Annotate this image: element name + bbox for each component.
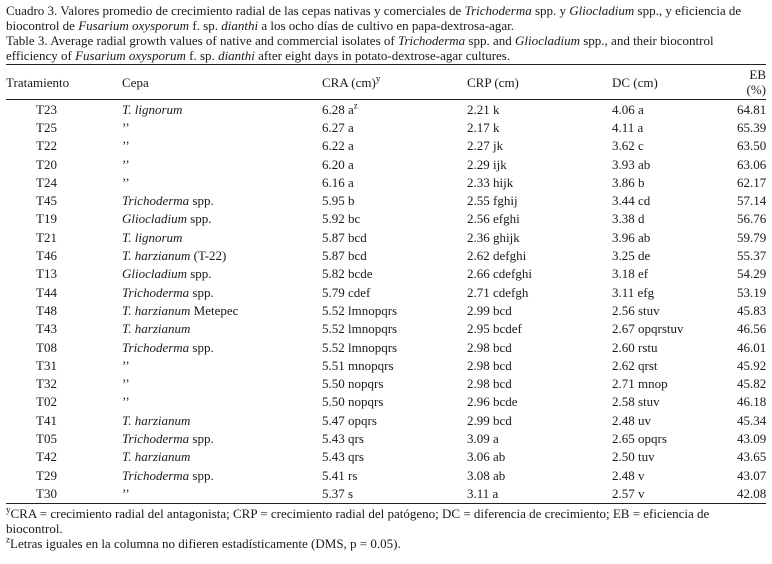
cell-eb: 65.39 — [737, 119, 767, 135]
table-row — [6, 100, 766, 119]
cell-eb: 63.50 — [737, 138, 767, 154]
cell-cra: 5.43 qrs — [322, 449, 364, 465]
cell-dc: 2.57 v — [612, 484, 737, 503]
cell-cepa: T. harzianum — [122, 449, 191, 465]
header-eb: EB (%) — [737, 65, 766, 100]
cell-cra: 5.87 bcd — [322, 229, 367, 245]
cell-dc: 2.62 qrst — [612, 357, 658, 373]
cell-cepa: ’’ — [122, 394, 130, 410]
cell-crp: 2.29 ijk — [467, 156, 507, 172]
table-row — [6, 301, 766, 319]
cell-eb: 45.92 — [737, 357, 767, 373]
cell-eb: 53.19 — [737, 284, 767, 300]
cell-tratamiento: T41 — [36, 412, 57, 428]
cell-cepa: ’’ — [122, 357, 130, 373]
cell-dc: 3.44 cd — [612, 193, 651, 209]
cell-eb: 56.76 — [737, 211, 767, 227]
cell-tratamiento: T02 — [36, 394, 57, 410]
cell-tratamiento: T24 — [36, 174, 57, 190]
cell-cra: 6.16 a — [322, 174, 354, 190]
cell-tratamiento: T48 — [36, 302, 57, 318]
cell-tratamiento: T42 — [36, 449, 57, 465]
header-cra: CRA (cm)$^y$ — [322, 65, 467, 100]
cell-tratamiento: T23 — [36, 101, 57, 117]
cell-cepa: ’’ — [122, 484, 322, 503]
table-row — [6, 173, 766, 191]
cell-dc: 3.62 c — [612, 138, 644, 154]
cell-cra: 5.92 bc — [322, 211, 361, 227]
cell-cepa: T. harzianum (T-22) — [122, 248, 227, 264]
cell-tratamiento: T13 — [36, 266, 57, 282]
cell-crp: 2.99 bcd — [467, 412, 512, 428]
cell-cra: 5.52 lmnopqrs — [322, 339, 398, 355]
cell-cra: 5.95 b — [322, 193, 355, 209]
cell-tratamiento: T30 — [6, 484, 122, 503]
cell-tratamiento: T08 — [36, 339, 57, 355]
cell-tratamiento: T21 — [36, 229, 57, 245]
cell-dc: 2.60 rstu — [612, 339, 658, 355]
cell-crp: 2.27 jk — [467, 138, 504, 154]
cell-crp: 2.98 bcd — [467, 357, 512, 373]
cell-dc: 4.11 a — [612, 119, 644, 135]
cell-crp: 2.21 k — [467, 101, 500, 117]
table-row — [6, 228, 766, 246]
header-cepa: Cepa — [122, 65, 322, 100]
table-row — [6, 155, 766, 173]
table-row — [6, 320, 766, 338]
cell-dc: 2.58 stuv — [612, 394, 660, 410]
cell-dc: 2.65 opqrs — [612, 430, 667, 446]
cell-tratamiento: T45 — [36, 193, 57, 209]
cell-cepa: T. lignorum — [122, 101, 183, 117]
cell-eb: 45.34 — [737, 412, 767, 428]
cell-cepa: ’’ — [122, 376, 130, 392]
cell-tratamiento: T46 — [36, 248, 57, 264]
cell-cepa: Gliocladium spp. — [122, 211, 212, 227]
table-row — [6, 411, 766, 429]
cell-tratamiento: T31 — [36, 357, 57, 373]
table-row — [6, 246, 766, 264]
cell-dc: 2.56 stuv — [612, 302, 660, 318]
table-body — [6, 100, 766, 504]
cell-eb: 55.37 — [737, 248, 767, 264]
cell-cepa: Trichoderma spp. — [122, 467, 214, 483]
table-row — [6, 283, 766, 301]
cell-crp: 2.56 efghi — [467, 211, 520, 227]
header-row — [6, 65, 766, 100]
cell-cepa: T. lignorum — [122, 229, 183, 245]
cell-tratamiento: T25 — [36, 119, 57, 135]
cell-eb: 62.17 — [737, 174, 767, 190]
cell-cra: 5.87 bcd — [322, 248, 367, 264]
cell-tratamiento: T44 — [36, 284, 57, 300]
cell-crp: 2.99 bcd — [467, 302, 512, 318]
table-row — [6, 429, 766, 447]
header-dc: DC (cm) — [612, 65, 737, 100]
cell-eb: 43.09 — [737, 430, 767, 446]
header-tratamiento: Tratamiento — [6, 65, 122, 100]
table-caption — [6, 3, 766, 63]
cell-eb: 43.65 — [737, 449, 767, 465]
cell-tratamiento: T29 — [36, 467, 57, 483]
cell-tratamiento: T43 — [36, 321, 57, 337]
table-row — [6, 338, 766, 356]
cell-tratamiento: T22 — [36, 138, 57, 154]
cell-crp: 3.08 ab — [467, 467, 506, 483]
cell-cepa: Trichoderma spp. — [122, 284, 214, 300]
cell-dc: 3.11 efg — [612, 284, 655, 300]
cell-cra: 5.52 lmnopqrs — [322, 302, 398, 318]
cell-eb: 46.18 — [737, 394, 767, 410]
cell-eb: 46.01 — [737, 339, 767, 355]
table-row — [6, 466, 766, 484]
cell-cepa: Trichoderma spp. — [122, 339, 214, 355]
cell-crp: 2.98 bcd — [467, 339, 512, 355]
header-crp: CRP (cm) — [467, 65, 612, 100]
cell-cepa: T. harzianum Metepec — [122, 302, 239, 318]
cell-cra: 5.41 rs — [322, 467, 358, 483]
table-row — [6, 265, 766, 283]
cell-cra: 5.79 cdef — [322, 284, 371, 300]
cell-crp: 2.95 bcdef — [467, 321, 522, 337]
cell-tratamiento: T05 — [36, 430, 57, 446]
cell-cepa: ’’ — [122, 156, 130, 172]
cell-crp: 2.36 ghijk — [467, 229, 520, 245]
cell-dc: 3.18 ef — [612, 266, 649, 282]
cell-cra: 6.22 a — [322, 138, 354, 154]
cell-crp: 2.33 hijk — [467, 174, 514, 190]
table-row — [6, 448, 766, 466]
cell-crp: 3.06 ab — [467, 449, 506, 465]
cell-dc: 2.48 uv — [612, 412, 651, 428]
cell-cepa: ’’ — [122, 174, 130, 190]
cell-cra: 5.37 s — [322, 484, 467, 503]
cell-crp: 3.09 a — [467, 430, 499, 446]
caption-english: Table 3. Average radial growth values of native and commercial isolates of Trichoderma spp. and Gliocladium spp., and their biocontrol efficiency of Fusarium oxysporum f. sp. dianthi after eight days in potato-dextrose-agar cultures. — [6, 33, 714, 63]
cell-eb: 63.06 — [737, 156, 767, 172]
cell-tratamiento: T19 — [36, 211, 57, 227]
cell-dc: 2.50 tuv — [612, 449, 655, 465]
cell-crp: 2.55 fghij — [467, 193, 518, 209]
data-table — [6, 64, 766, 504]
cell-crp: 2.71 cdefgh — [467, 284, 529, 300]
table-row — [6, 484, 766, 503]
cell-cra: 6.27 a — [322, 119, 354, 135]
cell-cra: 6.28 $a^z$ — [322, 100, 358, 117]
cell-dc: 4.06 a — [612, 101, 644, 117]
cell-eb: 46.56 — [737, 321, 767, 337]
table-row — [6, 210, 766, 228]
cell-eb: 64.81 — [737, 101, 767, 117]
cell-crp: 3.11 a — [467, 484, 612, 503]
cell-eb: 43.07 — [737, 467, 767, 483]
cell-cepa: ’’ — [122, 138, 130, 154]
table-row — [6, 191, 766, 209]
cell-dc: 3.25 de — [612, 248, 651, 264]
caption-spanish: Cuadro 3. Valores promedio de crecimiento radial de las cepas nativas y comerciales de Trichoderma spp. y Gliocladium spp., y eficiencia de biocontrol de Fusarium oxysporum f. sp. dianthi a los ocho días de cultivo en papa-dextrosa-agar. — [6, 3, 742, 33]
cell-cepa: Gliocladium spp. — [122, 266, 212, 282]
cell-crp: 2.98 bcd — [467, 376, 512, 392]
cell-eb: 45.83 — [737, 302, 767, 318]
cell-dc: 2.67 opqrstuv — [612, 321, 684, 337]
cell-cra: 5.50 nopqrs — [322, 376, 384, 392]
cell-cra: 6.20 a — [322, 156, 354, 172]
table-row — [6, 374, 766, 392]
cell-cra: 5.51 mnopqrs — [322, 357, 394, 373]
footnote-y: $^y$CRA = crecimiento radial del antagonista; CRP = crecimiento radial del patógeno; DC = diferencia de crecimiento; EB = eficiencia de biocontrol. — [6, 504, 710, 536]
cell-dc: 2.71 mnop — [612, 376, 668, 392]
footnotes — [6, 506, 766, 551]
cell-cepa: ’’ — [122, 119, 130, 135]
table-row — [6, 118, 766, 136]
cell-crp: 2.96 bcde — [467, 394, 518, 410]
cell-dc: 3.86 b — [612, 174, 645, 190]
cell-tratamiento: T20 — [36, 156, 57, 172]
cell-cepa: Trichoderma spp. — [122, 430, 214, 446]
cell-crp: 2.17 k — [467, 119, 500, 135]
footnote-z: $^z$Letras iguales en la columna no difieren estadísticamente (DMS, p = 0.05). — [6, 534, 401, 551]
cell-cra: 5.47 opqrs — [322, 412, 377, 428]
table-row — [6, 356, 766, 374]
table-row — [6, 137, 766, 155]
cell-crp: 2.66 cdefghi — [467, 266, 532, 282]
cell-dc: 3.96 ab — [612, 229, 651, 245]
cell-eb: 54.29 — [737, 266, 767, 282]
cell-dc: 3.38 d — [612, 211, 645, 227]
cell-cepa: Trichoderma spp. — [122, 193, 214, 209]
cell-eb: 42.08 — [737, 484, 766, 503]
cell-cra: 5.50 nopqrs — [322, 394, 384, 410]
cell-cepa: T. harzianum — [122, 412, 191, 428]
cell-cra: 5.43 qrs — [322, 430, 364, 446]
cell-eb: 57.14 — [737, 193, 767, 209]
table-row — [6, 393, 766, 411]
cell-eb: 59.79 — [737, 229, 767, 245]
cell-eb: 45.82 — [737, 376, 767, 392]
cell-cepa: T. harzianum — [122, 321, 191, 337]
cell-tratamiento: T32 — [36, 376, 57, 392]
cell-dc: 3.93 ab — [612, 156, 651, 172]
cell-cra: 5.82 bcde — [322, 266, 373, 282]
cell-cra: 5.52 lmnopqrs — [322, 321, 398, 337]
cell-dc: 2.48 v — [612, 467, 645, 483]
cell-crp: 2.62 defghi — [467, 248, 527, 264]
